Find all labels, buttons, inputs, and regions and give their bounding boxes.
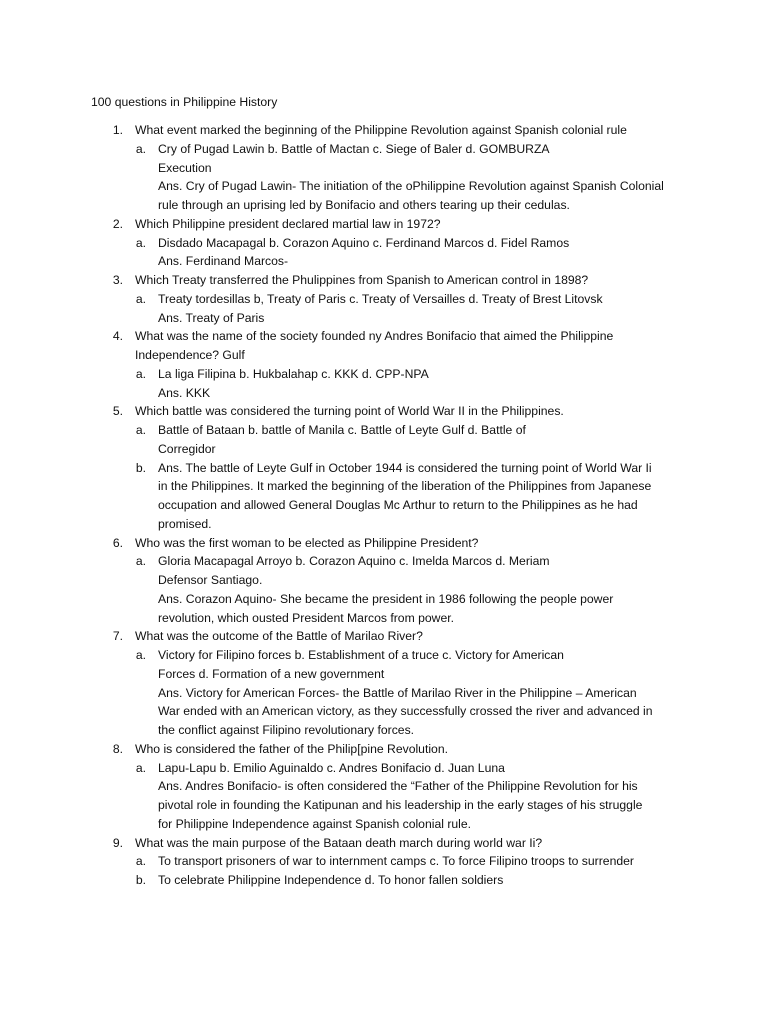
option-text: Ans. Treaty of Paris bbox=[158, 311, 265, 325]
option-text: To celebrate Philippine Independence d. To honor fallen soldiers bbox=[158, 873, 504, 887]
option-text: in the Philippines. It marked the beginning of the liberation of the Philippines from Japanese bbox=[158, 479, 652, 493]
question-text: Who is considered the father of the Philip[pine Revolution. bbox=[135, 742, 448, 756]
question-number: 5. bbox=[112, 404, 123, 418]
question-text: Independence? Gulf bbox=[135, 348, 245, 362]
question-number: 1. bbox=[112, 123, 123, 137]
question-text: What was the main purpose of the Bataan death march during world war Ii? bbox=[135, 836, 543, 850]
option-letter: b. bbox=[135, 873, 146, 887]
question-text: Which Treaty transferred the Phulippines from Spanish to American control in 1898? bbox=[135, 273, 589, 287]
question-number: 2. bbox=[112, 217, 123, 231]
option-text: Ans. Andres Bonifacio- is often considered the “Father of the Philippine Revolution for his bbox=[158, 779, 638, 793]
option-text: Ans. Ferdinand Marcos- bbox=[158, 254, 289, 268]
question-text: Who was the first woman to be elected as Philippine President? bbox=[135, 536, 479, 550]
option-text: Battle of Bataan b. battle of Manila c. Battle of Leyte Gulf d. Battle of bbox=[158, 423, 526, 437]
option-text: Corregidor bbox=[158, 442, 216, 456]
question-text: What was the outcome of the Battle of Marilao River? bbox=[135, 629, 423, 643]
question-number: 6. bbox=[112, 536, 123, 550]
option-text: rule through an uprising led by Bonifacio and others tearing up their cedulas. bbox=[158, 198, 570, 212]
option-text: Lapu-Lapu b. Emilio Aguinaldo c. Andres Bonifacio d. Juan Luna bbox=[158, 761, 505, 775]
option-text: Disdado Macapagal b. Corazon Aquino c. Ferdinand Marcos d. Fidel Ramos bbox=[158, 236, 570, 250]
question-text: Which Philippine president declared martial law in 1972? bbox=[135, 217, 441, 231]
option-text: Forces d. Formation of a new government bbox=[158, 667, 385, 681]
option-letter: a. bbox=[135, 292, 146, 306]
question-text: Which battle was considered the turning point of World War II in the Philippines. bbox=[135, 404, 564, 418]
question-number: 3. bbox=[112, 273, 123, 287]
option-text: Ans. Corazon Aquino- She became the president in 1986 following the people power bbox=[158, 592, 614, 606]
option-text: promised. bbox=[158, 517, 212, 531]
option-text: Treaty tordesillas b, Treaty of Paris c. Treaty of Versailles d. Treaty of Brest Litovsk bbox=[158, 292, 603, 306]
option-letter: a. bbox=[135, 367, 146, 381]
option-text: Defensor Santiago. bbox=[158, 573, 263, 587]
question-text: What event marked the beginning of the Philippine Revolution against Spanish colonial rule bbox=[135, 123, 627, 137]
option-text: for Philippine Independence against Spanish colonial rule. bbox=[158, 817, 472, 831]
option-text: the conflict against Filipino revolutionary forces. bbox=[158, 723, 415, 737]
question-number: 4. bbox=[112, 329, 123, 343]
option-text: Ans. Victory for American Forces- the Battle of Marilao River in the Philippine – American bbox=[158, 686, 637, 700]
option-letter: a. bbox=[135, 854, 146, 868]
option-text: revolution, which ousted President Marcos from power. bbox=[158, 611, 455, 625]
option-text: Ans. Cry of Pugad Lawin- The initiation of the oPhilippine Revolution against Spanish Colonial bbox=[158, 179, 664, 193]
option-letter: a. bbox=[135, 761, 146, 775]
option-text: War ended with an American victory, as they successfully crossed the river and advanced in bbox=[158, 704, 653, 718]
option-text: To transport prisoners of war to internment camps c. To force Filipino troops to surrender bbox=[158, 854, 634, 868]
option-text: Ans. The battle of Leyte Gulf in October 1944 is considered the turning point of World War Ii bbox=[158, 461, 652, 475]
option-text: Victory for Filipino forces b. Establishment of a truce c. Victory for American bbox=[158, 648, 564, 662]
option-text: La liga Filipina b. Hukbalahap c. KKK d. CPP-NPA bbox=[158, 367, 429, 381]
question-text: What was the name of the society founded ny Andres Bonifacio that aimed the Philippine bbox=[135, 329, 614, 343]
option-letter: a. bbox=[135, 648, 146, 662]
option-text: Execution bbox=[158, 161, 212, 175]
option-letter: a. bbox=[135, 554, 146, 568]
option-text: occupation and allowed General Douglas Mc Arthur to return to the Philippines as he had bbox=[158, 498, 638, 512]
option-letter: b. bbox=[135, 461, 146, 475]
document-title: 100 questions in Philippine History bbox=[91, 95, 278, 109]
question-number: 9. bbox=[112, 836, 123, 850]
question-number: 8. bbox=[112, 742, 123, 756]
option-text: pivotal role in founding the Katipunan and his leadership in the early stages of his struggle bbox=[158, 798, 643, 812]
option-letter: a. bbox=[135, 423, 146, 437]
option-letter: a. bbox=[135, 236, 146, 250]
option-text: Cry of Pugad Lawin b. Battle of Mactan c. Siege of Baler d. GOMBURZA bbox=[158, 142, 550, 156]
option-text: Gloria Macapagal Arroyo b. Corazon Aquino c. Imelda Marcos d. Meriam bbox=[158, 554, 550, 568]
question-number: 7. bbox=[112, 629, 123, 643]
option-text: Ans. KKK bbox=[158, 386, 211, 400]
option-letter: a. bbox=[135, 142, 146, 156]
